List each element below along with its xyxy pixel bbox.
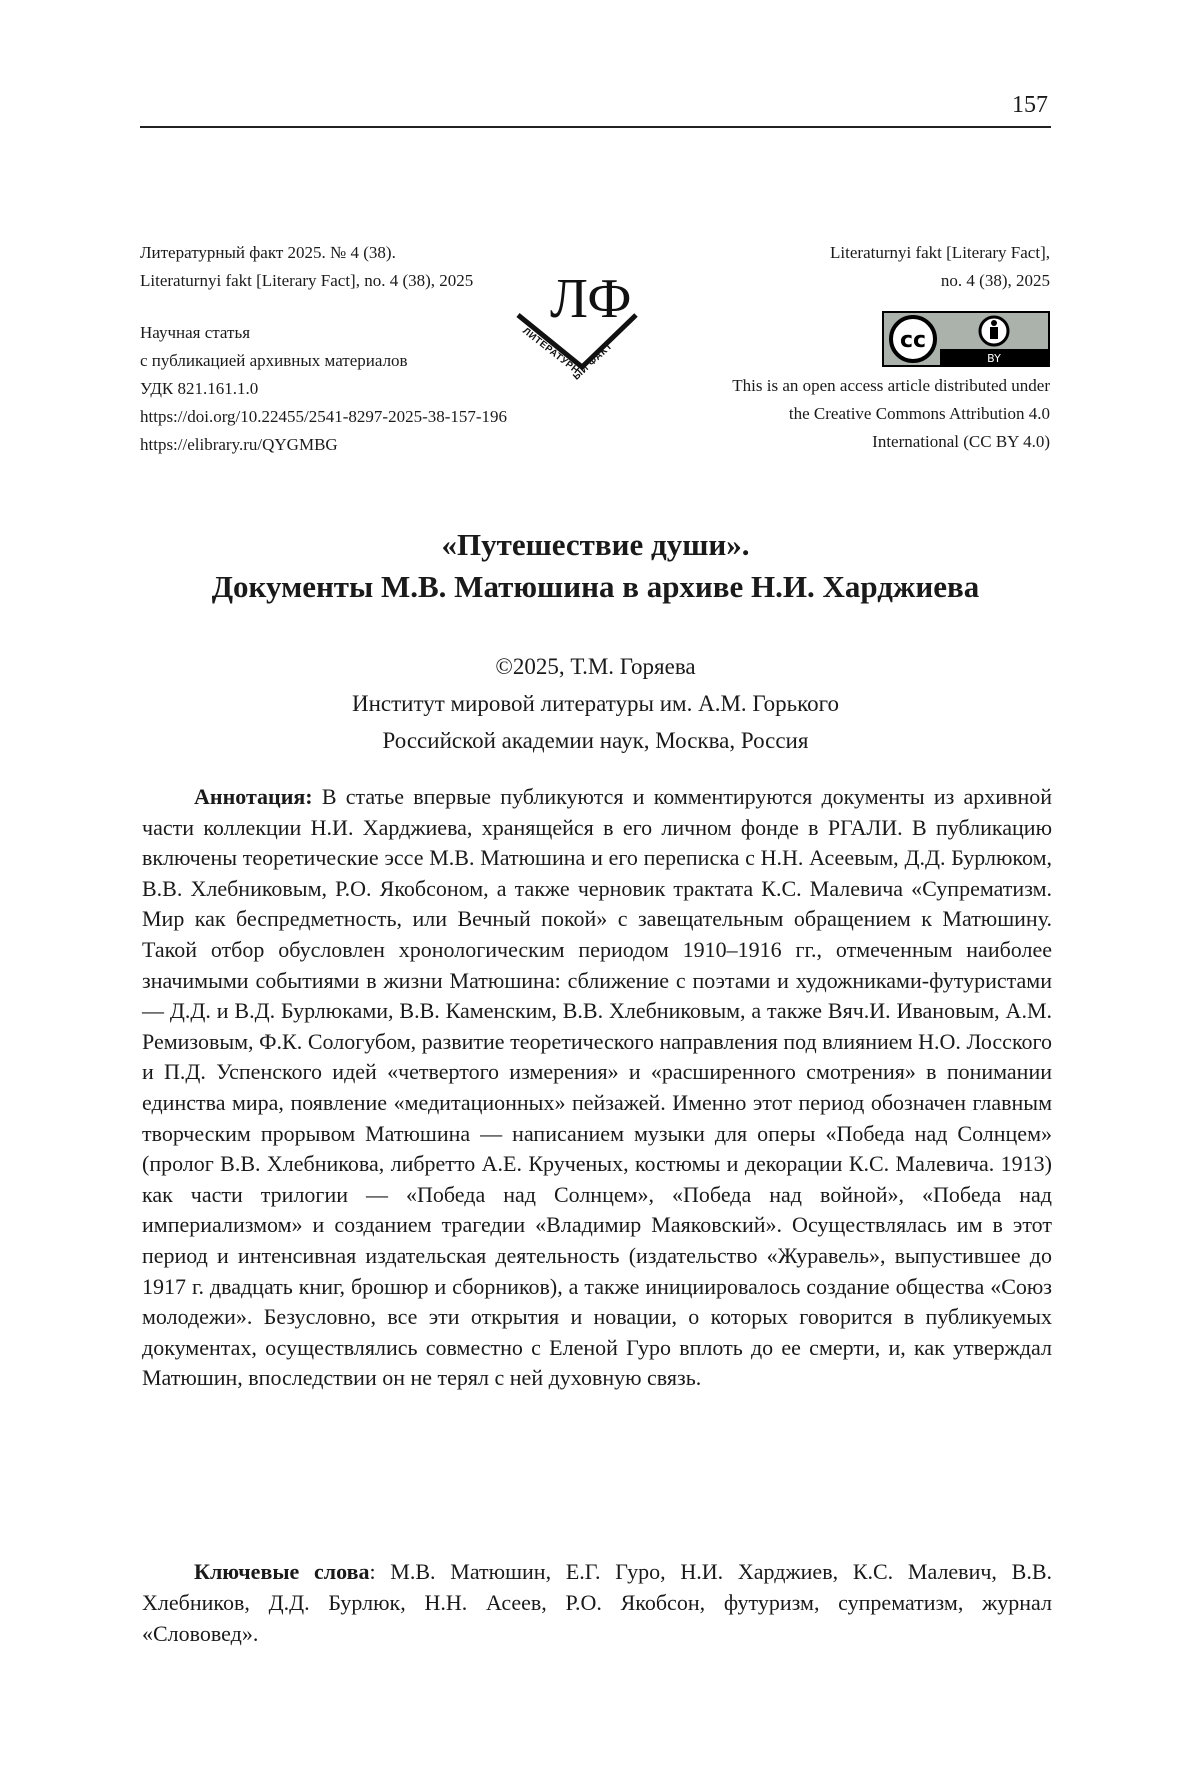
article-type: Научная статья: [140, 323, 251, 342]
logo-ribbon-text: ЛИТЕРАТУРНЫЙ ФАКТ: [520, 325, 615, 383]
keywords-label: Ключевые слова: [194, 1559, 370, 1584]
abstract-text: В статье впервые публикуются и комментируются документы из архивной части коллекции Н.И. Харджиева, хранящейся в его личном фонде в РГАЛИ. В публикацию включены теоретические эссе М.В. Матюшина и его переписка с Н.Н. Асеевым, Д.Д. Бурлюком, В.В. Хлебниковым, Р.О. Якобсоном, а также черновик трактата К.С. Малевича «Супрематизм. Мир как беспредметность, или Вечный покой» с завещательным обращением к Матюшину. Такой отбор обусловлен хронологическим периодом 1910–1916 гг., отмеченным наиболее значимыми событиями в жизни Матюшина: сближение с поэтами и художниками-футуристами — Д.Д. и В.Д. Бурлюками, В.В. Каменским, В.В. Хлебниковым, а также Вяч.И. Ивановым, А.М. Ремизовым, Ф.К. Сологубом, развитие теоретического направления под влиянием Н.О. Лосского и П.Д. Успенского идей «четвертого измерения» и «расширенного смотрения» в понимании единства мира, появление «медитационных» пейзажей. Именно этот период обозначен главным творческим прорывом Матюшина — написанием музыки для оперы «Победа над Солнцем» (пролог В.В. Хлебникова, либретто А.Е. Крученых, костюмы и декорации К.С. Малевича. 1913) как части трилогии — «Победа над Солнцем», «Победа над войной», «Победа над империализмом» и созданием трагедии «Владимир Маяковский». Осуществлялась им в этот период и интенсивная издательская деятельность (издательство «Журавель», выпустившее до 1917 г. двадцать книг, брошюр и сборников), а также инициировалось создание общества «Союз молодежи». Безусловно, все эти открытия и новации, о которых говорится в публикуемых документах, осуществлялись совместно с Еленой Гуро вплоть до ее смерти, и, как утверждал Матюшин, впоследствии он не терял с ней духовную связь.: [142, 784, 1052, 1391]
abstract-label: Аннотация:: [194, 784, 313, 809]
license-line-3: International (CC BY 4.0): [872, 432, 1050, 451]
journal-meta-right: [630, 239, 1050, 295]
article-type-detail: с публикацией архивных материалов: [140, 351, 408, 370]
article-title: [140, 524, 1051, 608]
udc-code: УДК 821.161.1.0: [140, 379, 259, 398]
journal-citation-right-2: no. 4 (38), 2025: [940, 271, 1050, 290]
title-line-2: Документы М.В. Матюшина в архиве Н.И. Харджиева: [211, 569, 980, 604]
affiliation-line-1: Институт мировой литературы им. А.М. Горького: [351, 691, 840, 716]
logo-letters: ЛФ: [550, 268, 632, 330]
journal-logo: [510, 255, 640, 385]
journal-citation-en: Literaturnyi fakt [Literary Fact], no. 4 (38), 2025: [140, 271, 474, 290]
header-rule: [140, 126, 1051, 128]
author-copyright: ©2025, Т.М. Горяева: [495, 654, 696, 679]
title-line-1: «Путешествие души».: [441, 527, 750, 562]
affiliation-line-2: Российской академии наук, Москва, Россия: [382, 728, 809, 753]
journal-citation-right-1: Literaturnyi fakt [Literary Fact],: [830, 243, 1050, 262]
abstract: [142, 782, 1052, 1394]
cc-icon: cc: [899, 328, 927, 353]
cc-by-badge[interactable]: [882, 311, 1050, 367]
keywords-text: : М.В. Матюшин, Е.Г. Гуро, Н.И. Харджиев, К.С. Малевич, В.В. Хлебников, Д.Д. Бурлюк, Н.Н. Асеев, Р.О. Якобсон, футуризм, супрематизм, журнал «Слововед».: [142, 1559, 1052, 1646]
author-block: [140, 648, 1051, 759]
keywords: [142, 1556, 1052, 1649]
attribution-icon: [991, 320, 997, 326]
license-notice: [630, 372, 1050, 456]
journal-citation-ru: Литературный факт 2025. № 4 (38).: [140, 243, 396, 262]
license-line-2: the Creative Commons Attribution 4.0: [788, 404, 1050, 423]
page-number: 157: [1012, 92, 1048, 118]
elibrary-link[interactable]: https://elibrary.ru/QYGMBG: [140, 435, 338, 454]
doi-link[interactable]: https://doi.org/10.22455/2541-8297-2025-38-157-196: [140, 407, 508, 426]
license-line-1: This is an open access article distributed under: [732, 376, 1050, 395]
by-label: BY: [987, 352, 1001, 365]
